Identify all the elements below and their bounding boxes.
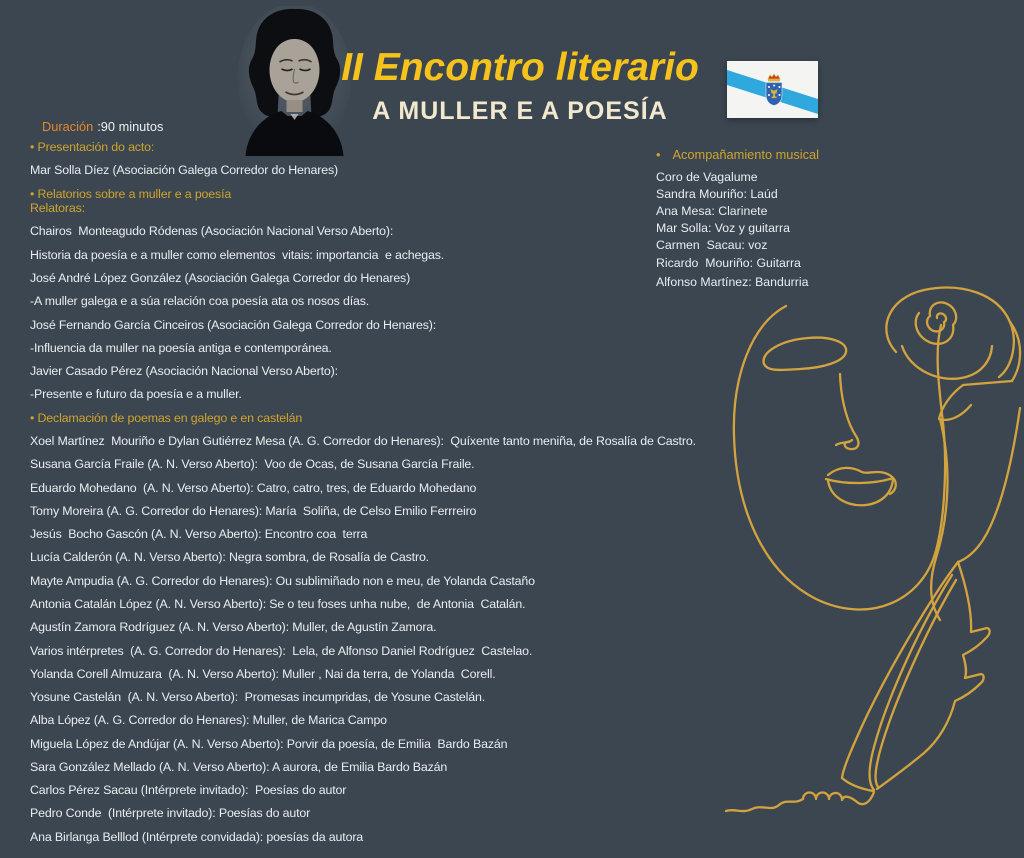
talk-line: José Fernando García Cinceiros (Asociación Galega Corredor do Henares):: [30, 317, 437, 332]
program-column: [30, 141, 710, 854]
rose-outer-petal: [886, 288, 1013, 377]
talk-line: -Presente e futuro da poesía e a muller.: [30, 387, 242, 402]
presentation-heading: • Presentación do acto:: [30, 140, 155, 154]
music-list: [656, 171, 946, 289]
duration-line: [42, 119, 163, 134]
bullet-icon: •: [656, 147, 661, 162]
quill-shaft-inner: [876, 580, 956, 787]
talk-line: -Influencia da muller na poesía antiga e contemporánea.: [30, 340, 332, 355]
declamation-line: Carlos Pérez Sacau (Intérprete invitado): Poesías do autor: [30, 783, 347, 798]
music-item: Carmen Sacau: voz: [656, 238, 768, 252]
music-item: Mar Solla: Voz y guitarra: [656, 221, 790, 235]
declamation-line: Tomy Moreira (A. G. Corredor do Henares): María Soliña, de Celso Emilio Ferrreiro: [30, 503, 477, 518]
nose-line: [840, 374, 858, 449]
music-heading-label: Acompañamiento musical: [672, 147, 820, 162]
talks-heading: • Relatorios sobre a muller e a poesía: [30, 186, 232, 201]
music-item: Alfonso Martínez: Bandurria: [656, 274, 809, 289]
talk-line: Chairos Monteagudo Ródenas (Asociación Nacional Verso Aberto):: [30, 224, 394, 239]
music-item: Ana Mesa: Clarinete: [656, 204, 768, 218]
talk-line: -A muller galega e a súa relación coa poesía ata os nosos días.: [30, 294, 370, 309]
declamation-line: Sara González Mellado (A. N. Verso Aberto): A aurora, de Emilia Bardo Bazán: [30, 759, 448, 774]
rose-lower-petal: [939, 381, 1012, 420]
music-heading: [656, 147, 946, 162]
declamation-line: Pedro Conde (Intérprete invitado): Poesías do autor: [30, 806, 311, 821]
rose-inner-cup: [902, 346, 992, 379]
rose-spiral: [916, 302, 956, 343]
declamation-line: Ana Birlanga Belllod (Intérprete convidada): poesías da autora: [30, 829, 364, 844]
music-item: Ricardo Mouriño: Guitarra: [656, 256, 801, 271]
declamation-line: Alba López (A. G. Corredor do Henares): Muller, de Marica Campo: [30, 713, 387, 728]
header-title-block: [318, 46, 722, 126]
talks-list: [30, 225, 710, 402]
declamation-line: Susana García Fraile (A. N. Verso Aberto): Voo de Ocas, de Susana García Fraile.: [30, 457, 475, 472]
face-rose-quill-line-art: [690, 278, 1024, 858]
mouth-line: [826, 478, 893, 483]
galicia-flag: [727, 61, 818, 118]
talks-subheading: Relatoras:: [30, 201, 85, 216]
rose-right-petal: [1010, 322, 1020, 381]
closed-eye: [764, 338, 847, 370]
declamation-line: Mayte Ampudia (A. G. Corredor do Henares): Ou sublimiñado non e meu, de Yolanda Castaño: [30, 573, 535, 588]
event-title: II Encontro literario: [341, 46, 699, 89]
declamation-line: Antonia Catalán López (A. N. Verso Aberto): Se o teu foses unha nube, de Antonia Catalán.: [30, 596, 526, 611]
writing-squiggle: [726, 792, 874, 811]
declamation-line: Lucía Calderón (A. N. Verso Aberto): Negra sombra, de Rosalía de Castro.: [30, 550, 429, 565]
declamation-line: Jesús Bocho Gascón (A. N. Verso Aberto): Encontro coa terra: [30, 527, 368, 542]
neck: [287, 100, 303, 112]
declamation-heading: • Declamación de poemas en galego e en castelán: [30, 410, 303, 425]
declamation-line: Xoel Martínez Mouriño e Dylan Gutiérrez Mesa (A. G. Corredor do Henares): Quíxente tanto meniña, de Rosalía de Castro.: [30, 433, 696, 448]
declamation-line: Agustín Zamora Rodríguez (A. N. Verso Aberto): Muller, de Agustín Zamora.: [30, 620, 437, 635]
talk-line: Historia da poesía e a muller como elementos vitais: importancia e achegas.: [30, 247, 445, 262]
declamation-line: Yosune Castelán (A. N. Verso Aberto): Promesas incumpridas, de Yosune Castelán.: [30, 690, 486, 705]
music-item: Sandra Mouriño: Laúd: [656, 187, 778, 201]
presenter-name: Mar Solla Díez (Asociación Galega Corredor do Henares): [30, 163, 339, 178]
talk-line: Javier Casado Pérez (Asociación Nacional Verso Aberto):: [30, 364, 338, 379]
declamation-line: Varios intérpretes (A. G. Corredor do Henares): Lela, de Alfonso Daniel Rodríguez Castelao.: [30, 643, 533, 658]
flag-coat-of-arms: [766, 74, 782, 106]
duration-label: Duración: [42, 119, 94, 134]
declamation-list: [30, 435, 710, 844]
declamation-line: Yolanda Corell Almuzara (A. N. Verso Aberto): Muller , Nai da terra, de Yolanda Corell.: [30, 666, 496, 681]
declamation-line: Eduardo Mohedano (A. N. Verso Aberto): Catro, catro, tres, de Eduardo Mohedano: [30, 480, 477, 495]
event-subtitle: A MULLER E A POESÍA: [372, 97, 668, 125]
edge-sweep-line: [958, 408, 1020, 562]
duration-value: :90 minutos: [97, 119, 164, 134]
talk-line: José André López González (Asociación Galega Corredor do Henares): [30, 271, 411, 285]
music-column: [656, 147, 946, 293]
music-item: Coro de Vagalume: [656, 170, 758, 184]
face-outline: [734, 306, 945, 610]
declamation-line: Miguela López de Andújar (A. N. Verso Aberto): Porvir da poesía, de Emilia Bardo Bazán: [30, 736, 508, 751]
